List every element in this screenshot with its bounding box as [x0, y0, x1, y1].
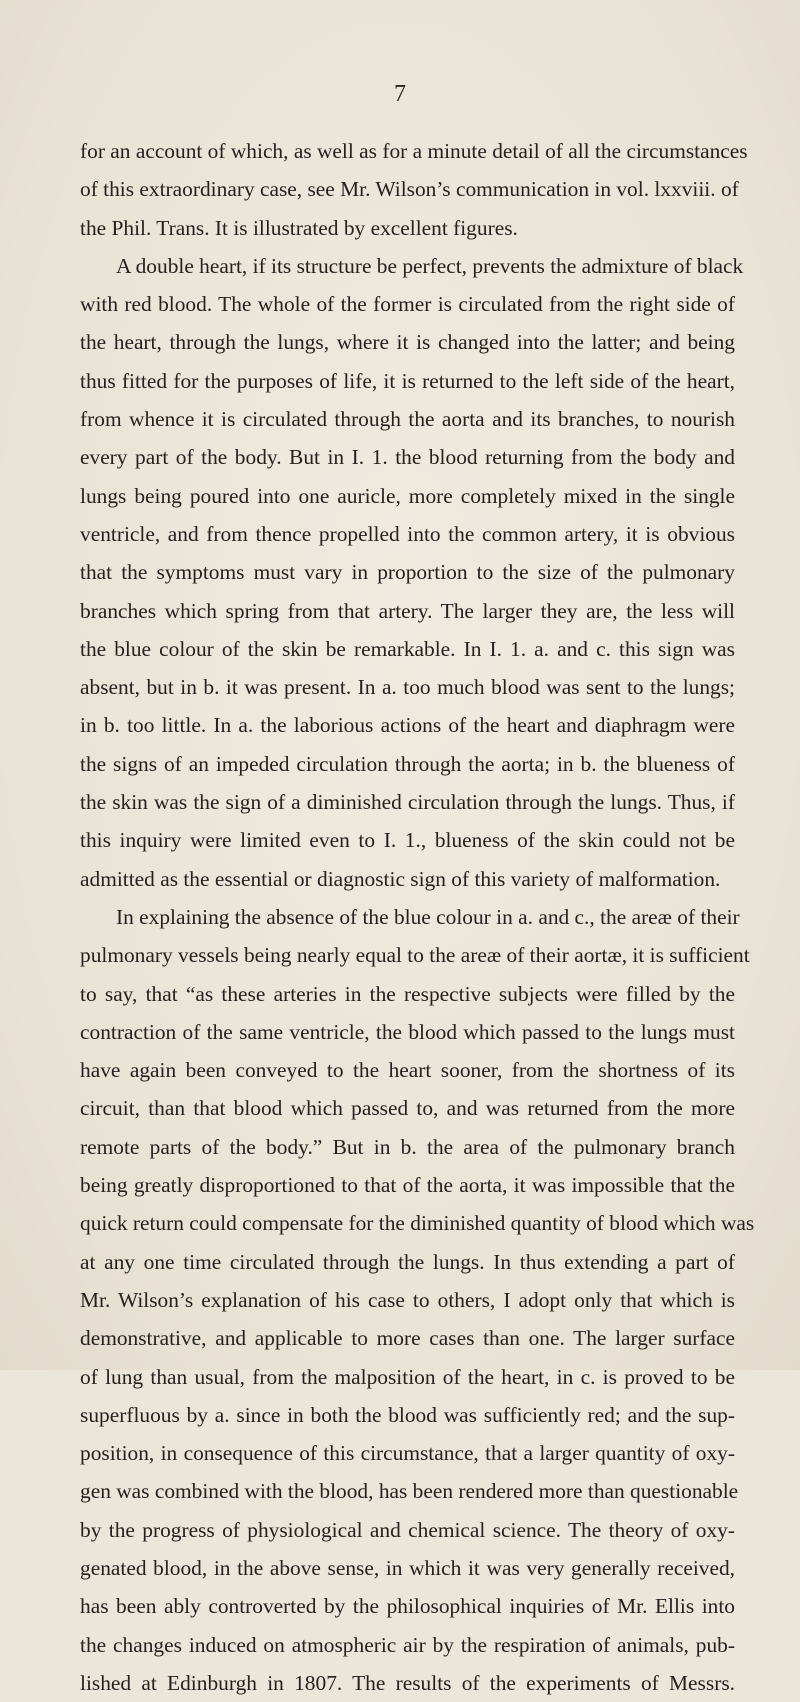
- text-line: this inquiry were limited even to I. 1., blueness of the skin could not be: [80, 828, 735, 853]
- body-text: [80, 132, 755, 1702]
- text-line: genated blood, in the above sense, in which it was very generally received,: [80, 1555, 735, 1580]
- text-line: superfluous by a. since in both the blood was sufficiently red; and the sup-: [80, 1402, 735, 1427]
- text-line: the signs of an impeded circulation through the aorta; in b. the blueness of: [80, 751, 735, 776]
- text-line: by the progress of physiological and chemical science. The theory of oxy-: [80, 1517, 735, 1542]
- text-line: circuit, than that blood which passed to, and was returned from the more: [80, 1096, 735, 1121]
- text-line: for an account of which, as well as for a minute detail of all the circumstances: [80, 139, 748, 163]
- text-line: the skin was the sign of a diminished circulation through the lungs. Thus, if: [80, 790, 735, 815]
- paragraph-start-line: A double heart, if its structure be perfect, prevents the admixture of black: [116, 253, 744, 278]
- text-line: branches which spring from that artery. The larger they are, the less will: [80, 598, 735, 623]
- text-line: from whence it is circulated through the aorta and its branches, to nourish: [80, 407, 735, 432]
- text-line: being greatly disproportioned to that of the aorta, it was impossible that the: [80, 1173, 735, 1198]
- text-line: pulmonary vessels being nearly equal to the areæ of their aortæ, it is sufficient: [80, 943, 750, 968]
- text-line: remote parts of the body.” But in b. the area of the pulmonary branch: [80, 1134, 735, 1159]
- text-line: quick return could compensate for the diminished quantity of blood which was: [80, 1211, 755, 1236]
- paragraph-start-line: In explaining the absence of the blue colour in a. and c., the areæ of their: [116, 904, 740, 929]
- text-line: position, in consequence of this circumstance, that a larger quantity of oxy-: [80, 1441, 735, 1466]
- text-line: that the symptoms must vary in proportion to the size of the pulmonary: [80, 560, 735, 585]
- text-line: lungs being poured into one auricle, more completely mixed in the single: [80, 483, 735, 508]
- text-line: ventricle, and from thence propelled into the common artery, it is obvious: [80, 521, 735, 546]
- text-line: of this extraordinary case, see Mr. Wilson’s communication in vol. lxxviii. of: [80, 177, 739, 202]
- text-line: the changes induced on atmospheric air by the respiration of animals, pub-: [80, 1632, 735, 1657]
- text-line: at any one time circulated through the lungs. In thus extending a part of: [80, 1249, 735, 1274]
- text-line: with red blood. The whole of the former is circulated from the right side of: [80, 292, 735, 317]
- text-line: have again been conveyed to the heart sooner, from the shortness of its: [80, 1058, 735, 1083]
- text-line: thus fitted for the purposes of life, it is returned to the left side of the heart,: [80, 368, 735, 393]
- text-line: in b. too little. In a. the laborious actions of the heart and diaphragm were: [80, 713, 735, 738]
- text-line: has been ably controverted by the philosophical inquiries of Mr. Ellis into: [80, 1594, 735, 1619]
- text-line: admitted as the essential or diagnostic sign of this variety of malformation.: [80, 866, 721, 891]
- text-line: of lung than usual, from the malposition of the heart, in c. is proved to be: [80, 1364, 735, 1389]
- text-line: demonstrative, and applicable to more cases than one. The larger surface: [80, 1326, 735, 1351]
- text-line: lished at Edinburgh in 1807. The results of the experiments of Messrs.: [80, 1670, 735, 1695]
- text-line: gen was combined with the blood, has been rendered more than questionable: [80, 1479, 739, 1504]
- text-line: absent, but in b. it was present. In a. too much blood was sent to the lungs;: [80, 675, 735, 700]
- text-line: contraction of the same ventricle, the blood which passed to the lungs must: [80, 1019, 735, 1044]
- text-line: the blue colour of the skin be remarkable. In I. 1. a. and c. this sign was: [80, 636, 735, 661]
- text-line: every part of the body. But in I. 1. the blood returning from the body and: [80, 445, 735, 470]
- text-line: the Phil. Trans. It is illustrated by excellent figures.: [80, 215, 518, 240]
- text-line: the heart, through the lungs, where it is changed into the latter; and being: [80, 330, 735, 355]
- text-line: to say, that “as these arteries in the respective subjects were filled by the: [80, 981, 735, 1006]
- page-number: 7: [394, 81, 406, 107]
- text-line: Mr. Wilson’s explanation of his case to others, I adopt only that which is: [80, 1287, 735, 1312]
